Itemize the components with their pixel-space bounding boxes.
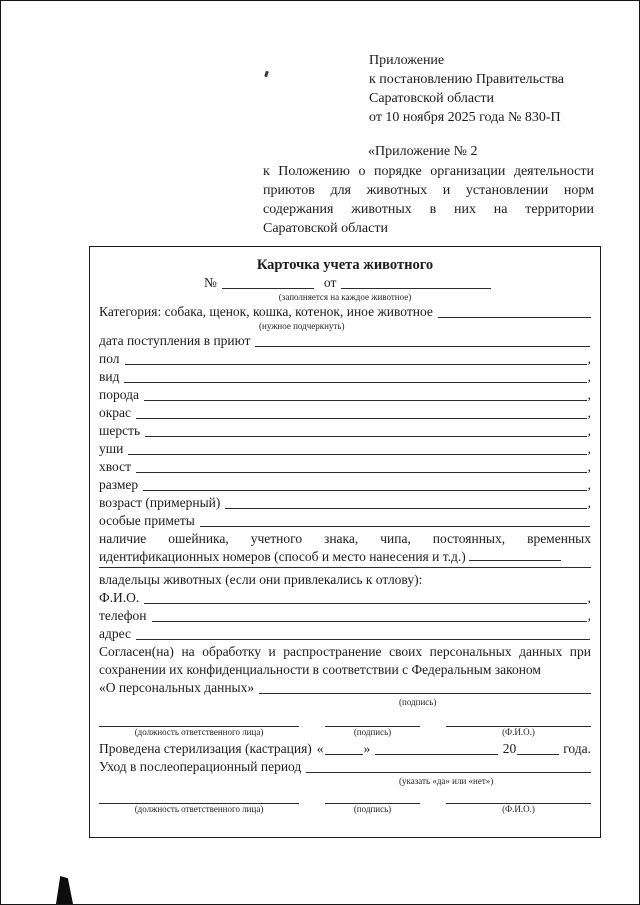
blank-line xyxy=(152,620,587,622)
blank-line xyxy=(143,489,586,491)
postop-label: Уход в послеоперационный период xyxy=(99,759,302,774)
line-suffix: , xyxy=(587,441,591,456)
category-blank xyxy=(438,316,591,318)
field-owner-address xyxy=(99,625,591,643)
field-label: Ф.И.О. xyxy=(99,590,140,605)
identification-paragraph xyxy=(99,530,591,566)
field-label: уши xyxy=(99,441,124,456)
postop-row xyxy=(99,758,591,776)
century-label: 20 xyxy=(502,741,517,756)
signature-official xyxy=(99,714,299,738)
blank-line xyxy=(124,381,586,383)
field-label: размер xyxy=(99,477,139,492)
signature-blank xyxy=(99,714,299,727)
field-label: шерсть xyxy=(99,423,141,438)
open-quote: « xyxy=(316,741,324,756)
line-suffix: , xyxy=(587,351,591,366)
month-blank xyxy=(375,753,497,755)
sterilization-label: Проведена стерилизация (кастрация) xyxy=(99,741,312,756)
field-label: пол xyxy=(99,351,120,366)
date-from-label: от xyxy=(323,275,337,290)
year-word: года. xyxy=(563,741,591,756)
field-tail xyxy=(99,458,591,476)
signature-note: (подпись) xyxy=(399,697,437,707)
card-number-row xyxy=(204,274,591,292)
signature-name xyxy=(446,791,591,815)
signature-row-2 xyxy=(99,791,591,815)
blank-line xyxy=(125,363,587,365)
close-quote: » xyxy=(363,741,371,756)
signature-blank xyxy=(325,791,420,804)
signature-blank xyxy=(446,714,591,727)
animal-card-form xyxy=(89,246,601,838)
subappendix-title: «Приложение № 2 xyxy=(368,144,478,159)
field-label: окрас xyxy=(99,405,132,420)
field-label: возраст (примерный) xyxy=(99,495,221,510)
appendix-header xyxy=(369,51,599,127)
signature-caption: (Ф.И.О.) xyxy=(502,727,535,737)
day-blank xyxy=(325,753,363,755)
field-ears xyxy=(99,440,591,458)
field-special-marks xyxy=(99,512,591,530)
signature-blank xyxy=(446,791,591,804)
blank-line xyxy=(99,566,591,568)
blank-line xyxy=(144,399,587,401)
blank-line xyxy=(144,602,586,604)
category-label: Категория: собака, щенок, кошка, котенок, иное животное xyxy=(99,304,433,319)
appendix-line: к постановлению Правительства xyxy=(369,72,565,87)
scan-speck-artifact xyxy=(264,71,269,78)
signature-caption: (подпись) xyxy=(353,804,392,814)
blank-line xyxy=(136,638,590,640)
consent-paragraph: Согласен(на) на обработку и распространение своих персональных данных при сохранении их конфиденциальности в соответствии с Федеральным законом xyxy=(99,644,591,677)
signature-name xyxy=(446,714,591,738)
field-admission-date xyxy=(99,332,591,350)
blank-line xyxy=(255,345,590,347)
field-label: порода xyxy=(99,387,139,402)
underline-note: (нужное подчеркнуть) xyxy=(259,321,345,331)
signature-caption: (Ф.И.О.) xyxy=(502,804,535,814)
card-date-blank xyxy=(341,287,491,289)
line-suffix: , xyxy=(587,495,591,510)
field-color xyxy=(99,404,591,422)
blank-line xyxy=(145,435,586,437)
form-title: Карточка учета животного xyxy=(256,257,434,273)
number-label: № xyxy=(204,275,217,290)
signature-caption: (должность ответственного лица) xyxy=(134,727,264,737)
field-breed xyxy=(99,386,591,404)
blank-line xyxy=(225,507,586,509)
blank-line xyxy=(136,417,587,419)
fill-note: (заполняется на каждое животное) xyxy=(278,292,412,302)
field-coat xyxy=(99,422,591,440)
postop-blank xyxy=(306,771,591,773)
consent-tail-row xyxy=(99,679,591,697)
card-number-blank xyxy=(222,287,314,289)
consent-signature-blank xyxy=(259,692,591,694)
postop-note: (указать «да» или «нет») xyxy=(399,776,494,786)
signature-sign xyxy=(325,714,420,738)
signature-sign xyxy=(325,791,420,815)
scan-blot-artifact xyxy=(56,876,73,904)
field-size xyxy=(99,476,591,494)
field-label: телефон xyxy=(99,608,147,623)
field-category xyxy=(99,303,591,321)
appendix-line: Саратовской области xyxy=(369,91,494,106)
signature-official xyxy=(99,791,299,815)
year-blank xyxy=(517,753,559,755)
signature-blank xyxy=(325,714,420,727)
field-label: хвост xyxy=(99,459,132,474)
line-suffix: , xyxy=(587,369,591,384)
subappendix-body: к Положению о порядке организации деятельности приютов для животных и установлении норм содержания животных в них на территории Саратовской области xyxy=(263,164,594,236)
identification-text: наличие ошейника, учетного знака, чипа, постоянных, временных идентификационных номеров (способ и место нанесения и т.д.) xyxy=(99,531,591,564)
field-label: вид xyxy=(99,369,120,384)
appendix-line: Приложение xyxy=(369,53,445,68)
blank-line xyxy=(128,453,586,455)
signature-row-1 xyxy=(99,714,591,738)
blank-line xyxy=(136,471,587,473)
signature-caption: (подпись) xyxy=(353,727,392,737)
signature-caption: (должность ответственного лица) xyxy=(134,804,264,814)
field-owner-phone xyxy=(99,607,591,625)
line-suffix: , xyxy=(587,608,591,623)
line-suffix: , xyxy=(587,387,591,402)
field-label: адрес xyxy=(99,626,131,641)
blank-line xyxy=(200,525,590,527)
line-suffix: , xyxy=(587,590,591,605)
line-suffix: , xyxy=(587,477,591,492)
field-label: особые приметы xyxy=(99,513,195,528)
field-sex xyxy=(99,350,591,368)
line-suffix: , xyxy=(587,423,591,438)
field-label: дата поступления в приют xyxy=(99,333,251,348)
consent-tail: «О персональных данных» xyxy=(99,680,255,695)
field-owner-name xyxy=(99,589,591,607)
appendix-line: от 10 ноября 2025 года № 830-П xyxy=(369,110,561,125)
line-suffix: , xyxy=(587,405,591,420)
identification-blank xyxy=(469,549,561,561)
owners-heading: владельцы животных (если они привлекались к отлову): xyxy=(99,572,423,587)
field-age xyxy=(99,494,591,512)
sterilization-row xyxy=(99,740,591,758)
signature-blank xyxy=(99,791,299,804)
line-suffix: , xyxy=(587,459,591,474)
field-species xyxy=(99,368,591,386)
